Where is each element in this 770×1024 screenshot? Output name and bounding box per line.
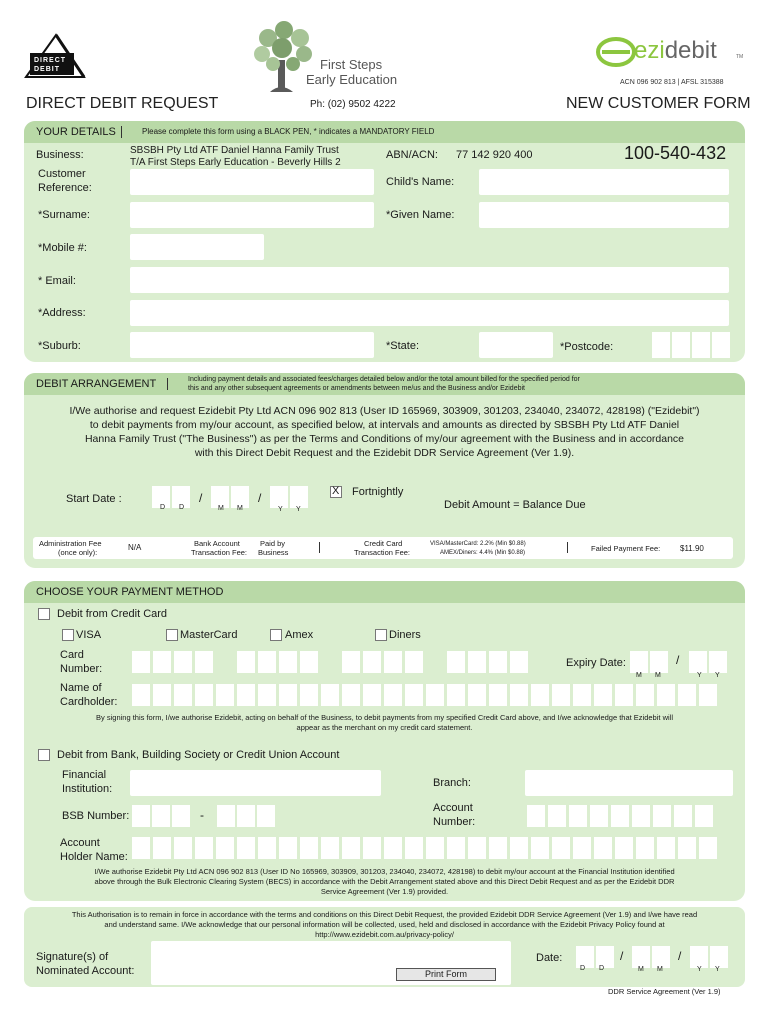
terms-line3: http://www.ezidebit.com.au/privacy-policy/: [315, 930, 454, 939]
cardholder-char-21[interactable]: [552, 684, 570, 706]
cardholder-char-1[interactable]: [132, 684, 150, 706]
cardholder-char-23[interactable]: [594, 684, 612, 706]
admin-fee-value: N/A: [128, 543, 142, 552]
expiry-year-hint-2: Y: [715, 672, 721, 679]
card-digit-16[interactable]: [510, 651, 528, 673]
holder-char-2[interactable]: [153, 837, 171, 859]
cardholder-char-16[interactable]: [447, 684, 465, 706]
school-name-line2: Early Education: [306, 72, 398, 87]
postcode-digit-2[interactable]: [672, 332, 690, 358]
cardholder-char-14[interactable]: [405, 684, 423, 706]
abn-label: ABN/ACN:: [386, 149, 438, 161]
holder-char-22[interactable]: [573, 837, 591, 859]
expiry-year-2[interactable]: [709, 651, 727, 673]
sign-month-hint-2: M: [657, 966, 664, 973]
customer-reference-input[interactable]: [130, 169, 374, 195]
expiry-month-hint-1: M: [636, 672, 643, 679]
institution-label-line2: Institution:: [62, 783, 113, 795]
amex-fee-value: AMEX/Diners: 4.4% (Min $0.88): [440, 550, 526, 556]
day-hint-1: D: [160, 504, 167, 511]
suburb-input[interactable]: [130, 332, 374, 358]
amex-label: Amex: [285, 629, 314, 641]
diners-label: Diners: [389, 629, 421, 641]
expiry-month-hint-2: M: [655, 672, 662, 679]
card-digit-5[interactable]: [237, 651, 255, 673]
holder-char-21[interactable]: [552, 837, 570, 859]
card-digit-10[interactable]: [363, 651, 381, 673]
sign-month-hint-1: M: [638, 966, 645, 973]
email-label: * Email:: [38, 275, 76, 287]
fee-divider-1: [319, 542, 320, 553]
date-slash-1: /: [199, 491, 203, 505]
expiry-year-1[interactable]: [689, 651, 707, 673]
bsb-digit-3[interactable]: [172, 805, 190, 827]
cardholder-char-9[interactable]: [300, 684, 318, 706]
holder-char-10[interactable]: [321, 837, 339, 859]
cardholder-label: [60, 681, 117, 709]
account-digit-4[interactable]: [590, 805, 608, 827]
footer-version: DDR Service Agreement (Ver 1.9): [608, 987, 721, 996]
acn-line: ACN 096 902 813 | AFSL 315388: [620, 79, 724, 86]
admin-fee-sublabel: (once only):: [58, 548, 98, 557]
arrangement-note-line2: this and any other subsequent agreements or amendments between me/us and the Business and/or Ezidebit: [188, 385, 525, 392]
ezidebit-wordmark: ezidebit: [634, 37, 717, 64]
new-customer-title: NEW CUSTOMER FORM: [566, 95, 751, 112]
school-name-line1: First Steps: [320, 57, 383, 72]
cardholder-char-11[interactable]: [342, 684, 360, 706]
card-digit-7[interactable]: [279, 651, 297, 673]
business-label: Business:: [36, 149, 84, 161]
your-details-section: [24, 121, 745, 362]
cardholder-char-25[interactable]: [636, 684, 654, 706]
state-input[interactable]: [479, 332, 553, 358]
authorisation-text: [24, 404, 745, 460]
date-slash-2: /: [258, 491, 262, 505]
surname-input[interactable]: [130, 202, 374, 228]
diners-checkbox[interactable]: [375, 629, 387, 641]
account-digit-6[interactable]: [632, 805, 650, 827]
visa-label: VISA: [76, 629, 102, 641]
debit-arrangement-heading: DEBIT ARRANGEMENT: [36, 378, 157, 390]
checkbox-tick: X: [332, 485, 340, 497]
cc-auth-line1: By signing this form, I/we authorise Ezidebit, acting on behalf of the Business, to debit payments from my specified Credit Card above, and I/we acknowledge that Ezidebit will: [96, 713, 673, 722]
child-name-input[interactable]: [479, 169, 729, 195]
branch-input[interactable]: [525, 770, 733, 796]
debit-arrangement-section: [24, 373, 745, 568]
given-name-input[interactable]: [479, 202, 729, 228]
start-year-2[interactable]: [290, 486, 308, 508]
holder-char-14[interactable]: [405, 837, 423, 859]
phone-number: Ph: (02) 9502 4222: [310, 99, 396, 110]
debit-amount: Debit Amount = Balance Due: [444, 499, 586, 511]
form-title: DIRECT DEBIT REQUEST: [26, 95, 219, 112]
bank-fee-value2: Business: [258, 548, 289, 557]
admin-fee-label: Administration Fee: [39, 539, 102, 548]
card-digit-11[interactable]: [384, 651, 402, 673]
authorisation-line4: with this Direct Debit Request and the Ezidebit DDR Service Agreement (Ver 1.9).: [194, 447, 575, 459]
fortnightly-checkbox[interactable]: [330, 486, 342, 498]
trademark: TM: [736, 54, 744, 60]
cardholder-char-4[interactable]: [195, 684, 213, 706]
sign-date-slash-1: /: [620, 949, 624, 963]
your-details-heading: YOUR DETAILS: [36, 126, 116, 138]
authorisation-line1: I/We authorise and request Ezidebit Pty Ltd ACN 096 902 813 (User ID 165969, 303909, 301203, 234040, 234072, 428198) ("Ezidebit"): [69, 405, 700, 417]
sign-date-slash-2: /: [678, 949, 682, 963]
holder-char-26[interactable]: [657, 837, 675, 859]
logo-debit-text: DEBIT: [34, 66, 60, 73]
cardholder-label-line2: Cardholder:: [60, 696, 118, 708]
holder-char-19[interactable]: [510, 837, 528, 859]
terms-line2: and understand same. I/We acknowledge that our personal information will be collected, used, held and disclosed in accordance with the Ezidebit Privacy Policy found at: [104, 920, 665, 929]
amex-checkbox[interactable]: [270, 629, 282, 641]
holder-char-28[interactable]: [699, 837, 717, 859]
mastercard-checkbox[interactable]: [166, 629, 178, 641]
holder-char-13[interactable]: [384, 837, 402, 859]
cc-fee-label: Credit Card: [364, 539, 403, 548]
heading-divider: [121, 126, 122, 138]
holder-label-line2: Holder Name:: [60, 851, 128, 863]
cardholder-char-8[interactable]: [279, 684, 297, 706]
bsb-digit-2[interactable]: [152, 805, 170, 827]
card-number-label: [60, 648, 102, 676]
sign-day-hint-2: D: [599, 965, 606, 972]
card-digit-8[interactable]: [300, 651, 318, 673]
holder-char-17[interactable]: [468, 837, 486, 859]
holder-char-3[interactable]: [174, 837, 192, 859]
card-digit-12[interactable]: [405, 651, 423, 673]
card-digit-9[interactable]: [342, 651, 360, 673]
bank-auth-line2: above through the Bulk Electronic Clearing System (BECS) in accordance with the Debit Arrangement stated above and this Direct Debit Request and as per the Ezidebit DDR: [94, 877, 675, 886]
bsb-label: BSB Number:: [62, 810, 130, 822]
cardholder-char-3[interactable]: [174, 684, 192, 706]
card-digit-15[interactable]: [489, 651, 507, 673]
holder-label-line1: Account: [60, 837, 100, 849]
card-digit-4[interactable]: [195, 651, 213, 673]
given-name-label: *Given Name:: [386, 209, 455, 221]
sign-day-hint-1: D: [580, 965, 587, 972]
signature-label: [36, 950, 134, 978]
print-form-button[interactable]: Print Form: [396, 968, 496, 981]
visa-checkbox[interactable]: [62, 629, 74, 641]
holder-char-9[interactable]: [300, 837, 318, 859]
bsb-dash: -: [200, 808, 204, 822]
customer-reference-number: 100-540-432: [624, 143, 727, 163]
holder-char-27[interactable]: [678, 837, 696, 859]
mobile-label: *Mobile #:: [38, 242, 87, 254]
heading-divider: [167, 378, 168, 390]
holder-char-24[interactable]: [615, 837, 633, 859]
cardholder-char-10[interactable]: [321, 684, 339, 706]
cc-fee-sublabel: Transaction Fee:: [354, 548, 410, 557]
bsb-digit-4[interactable]: [217, 805, 235, 827]
ezidebit-logo: [596, 32, 746, 72]
card-digit-13[interactable]: [447, 651, 465, 673]
date-label: Date:: [536, 952, 563, 964]
cardholder-char-19[interactable]: [510, 684, 528, 706]
credit-card-checkbox[interactable]: [38, 608, 50, 620]
holder-char-1[interactable]: [132, 837, 150, 859]
holder-char-8[interactable]: [279, 837, 297, 859]
expiry-year-hint-1: Y: [697, 672, 703, 679]
holder-char-5[interactable]: [216, 837, 234, 859]
start-date-label: Start Date :: [66, 493, 122, 505]
holder-char-16[interactable]: [447, 837, 465, 859]
sign-year-hint-1: Y: [697, 966, 703, 973]
cardholder-char-7[interactable]: [258, 684, 276, 706]
instruction-text: Please complete this form using a BLACK PEN, * indicates a MANDATORY FIELD: [142, 127, 435, 136]
month-hint-2: M: [237, 505, 244, 512]
state-label: *State:: [386, 340, 420, 352]
bank-fee-label: Bank Account: [194, 539, 240, 548]
holder-char-11[interactable]: [342, 837, 360, 859]
terms-text: [24, 910, 745, 940]
business-value-line1: SBSBH Pty Ltd ATF Daniel Hanna Family Trust: [130, 145, 339, 156]
expiry-slash: /: [676, 653, 680, 667]
fee-divider-2: [567, 542, 568, 553]
bank-authorisation: [24, 867, 745, 897]
holder-char-15[interactable]: [426, 837, 444, 859]
signature-label-line1: Signature(s) of: [36, 951, 109, 963]
cardholder-char-2[interactable]: [153, 684, 171, 706]
sign-year-1[interactable]: [690, 946, 708, 968]
authorisation-line3: Hanna Family Trust ("The Business") as per the Terms and Conditions of my/our agreement with the Business and in accordance: [84, 433, 685, 445]
account-digit-1[interactable]: [527, 805, 545, 827]
postcode-digit-4[interactable]: [712, 332, 730, 358]
cardholder-char-12[interactable]: [363, 684, 381, 706]
holder-name-label: [60, 836, 128, 864]
account-digit-5[interactable]: [611, 805, 629, 827]
card-number-label-line2: Number:: [60, 663, 103, 675]
direct-debit-logo: [24, 33, 86, 81]
start-year-1[interactable]: [270, 486, 288, 508]
holder-char-18[interactable]: [489, 837, 507, 859]
account-digit-2[interactable]: [548, 805, 566, 827]
postcode-label: *Postcode:: [560, 341, 614, 353]
credit-card-label: Debit from Credit Card: [57, 608, 168, 620]
bank-fee-sublabel: Transaction Fee:: [191, 548, 247, 557]
mastercard-label: MasterCard: [180, 629, 238, 641]
authorisation-line2: to debit payments from my/our account, as specified below, at intervals and amounts as directed by SBSBH Pty Ltd ATF Daniel: [89, 419, 680, 431]
failed-fee-label: Failed Payment Fee:: [591, 544, 661, 553]
bank-fee-value1: Paid by: [260, 539, 286, 548]
signature-section: [24, 907, 745, 987]
payment-method-section: [24, 581, 745, 901]
cardholder-char-20[interactable]: [531, 684, 549, 706]
branch-label: Branch:: [433, 777, 471, 789]
account-digit-9[interactable]: [695, 805, 713, 827]
expiry-month-1[interactable]: [630, 651, 648, 673]
expiry-label: Expiry Date:: [566, 657, 626, 669]
logo-direct-text: DIRECT: [34, 57, 67, 64]
institution-input[interactable]: [130, 770, 381, 796]
surname-label: *Surname:: [38, 209, 90, 221]
address-label: *Address:: [38, 307, 86, 319]
fortnightly-label: Fortnightly: [352, 486, 404, 498]
customer-reference-label: Customer Reference:: [38, 168, 92, 194]
sign-year-hint-2: Y: [715, 966, 721, 973]
bank-account-label: Debit from Bank, Building Society or Credit Union Account: [57, 749, 340, 761]
postcode-digit-3[interactable]: [692, 332, 710, 358]
failed-fee-value: $11.90: [680, 544, 704, 553]
cardholder-char-18[interactable]: [489, 684, 507, 706]
signature-label-line2: Nominated Account:: [36, 965, 135, 977]
cardholder-char-26[interactable]: [657, 684, 675, 706]
holder-char-20[interactable]: [531, 837, 549, 859]
card-digit-3[interactable]: [174, 651, 192, 673]
institution-label-line1: Financial: [62, 769, 107, 781]
cc-auth-line2: appear as the merchant on my credit card statement.: [296, 723, 473, 732]
card-number-label-line1: Card: [60, 649, 84, 661]
payment-method-heading: CHOOSE YOUR PAYMENT METHOD: [36, 586, 224, 598]
card-digit-2[interactable]: [153, 651, 171, 673]
sign-month-1[interactable]: [632, 946, 650, 968]
day-hint-2: D: [179, 504, 186, 511]
bsb-digit-1[interactable]: [132, 805, 150, 827]
cardholder-char-15[interactable]: [426, 684, 444, 706]
holder-char-25[interactable]: [636, 837, 654, 859]
email-input[interactable]: [130, 267, 729, 293]
account-digit-8[interactable]: [674, 805, 692, 827]
cardholder-char-27[interactable]: [678, 684, 696, 706]
visa-fee-value: VISA/MasterCard: 2.2% (Min $0.88): [430, 541, 526, 547]
terms-line1: This Authorisation is to remain in force in accordance with the terms and conditions on this Direct Debit Request, the provided Ezidebit DDR Service Agreement (Ver 1.9) and I/we have read: [71, 910, 698, 919]
holder-char-12[interactable]: [363, 837, 381, 859]
year-hint-2: Y: [296, 506, 302, 513]
expiry-month-2[interactable]: [650, 651, 668, 673]
cardholder-char-22[interactable]: [573, 684, 591, 706]
ezidebit-swoosh-icon: [596, 32, 636, 68]
year-hint-1: Y: [278, 506, 284, 513]
account-digit-3[interactable]: [569, 805, 587, 827]
postcode-digit-1[interactable]: [652, 332, 670, 358]
account-digit-7[interactable]: [653, 805, 671, 827]
card-digit-1[interactable]: [132, 651, 150, 673]
cardholder-char-5[interactable]: [216, 684, 234, 706]
sign-year-2[interactable]: [710, 946, 728, 968]
bsb-digit-5[interactable]: [237, 805, 255, 827]
address-input[interactable]: [130, 300, 729, 326]
holder-char-7[interactable]: [258, 837, 276, 859]
cardholder-char-28[interactable]: [699, 684, 717, 706]
institution-label: [62, 768, 112, 796]
mobile-input[interactable]: [130, 234, 264, 260]
sign-month-2[interactable]: [652, 946, 670, 968]
arrangement-note-line1: Including payment details and associated fees/charges detailed below and/or the total amount billed for the specified period for: [188, 376, 580, 383]
cardholder-char-6[interactable]: [237, 684, 255, 706]
card-digit-6[interactable]: [258, 651, 276, 673]
cardholder-char-13[interactable]: [384, 684, 402, 706]
card-digit-14[interactable]: [468, 651, 486, 673]
credit-card-authorisation: [24, 713, 745, 733]
account-number-label-line1: Account: [433, 802, 473, 814]
school-logo: [248, 20, 408, 98]
bank-auth-line3: Service Agreement (Ver 1.9) provided.: [320, 887, 449, 896]
bank-account-checkbox[interactable]: [38, 749, 50, 761]
bank-auth-line1: I/We authorise Ezidebit Pty Ltd ACN 096 902 813 (User ID No 165969, 303909, 301203, 234040, 234072, 428198) to debit my/our account at the Financial Institution identified: [94, 867, 675, 876]
business-value-line2: T/A First Steps Early Education - Beverly Hills 2: [130, 157, 341, 168]
suburb-label: *Suburb:: [38, 340, 81, 352]
child-name-label: Child's Name:: [386, 176, 455, 188]
account-number-label-line2: Number:: [433, 816, 476, 828]
cardholder-char-17[interactable]: [468, 684, 486, 706]
cardholder-label-line1: Name of: [60, 682, 102, 694]
account-number-label: [433, 801, 475, 829]
holder-char-4[interactable]: [195, 837, 213, 859]
month-hint-1: M: [218, 505, 225, 512]
abn-value: 77 142 920 400: [456, 149, 533, 161]
bsb-digit-6[interactable]: [257, 805, 275, 827]
holder-char-23[interactable]: [594, 837, 612, 859]
cardholder-char-24[interactable]: [615, 684, 633, 706]
holder-char-6[interactable]: [237, 837, 255, 859]
